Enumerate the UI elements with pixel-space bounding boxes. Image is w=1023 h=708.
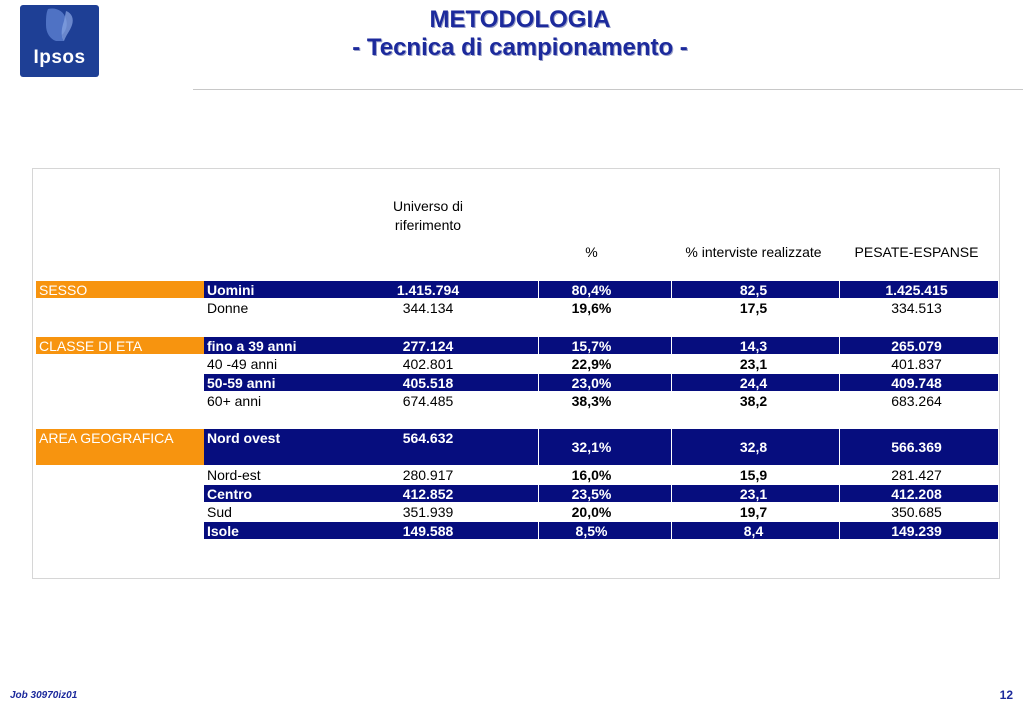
table-row xyxy=(204,466,998,485)
ipsos-logo xyxy=(20,5,99,77)
row-universo: 344.134 xyxy=(402,300,454,316)
column-divider xyxy=(538,485,539,502)
row-pct: 32,1% xyxy=(571,439,612,455)
page-title xyxy=(210,6,830,62)
row-interviste: 23,1 xyxy=(739,486,768,502)
header-interviste: % interviste realizzate xyxy=(685,244,822,260)
column-divider xyxy=(839,485,840,502)
row-pct: 80,4% xyxy=(571,282,612,298)
header-pesate: PESATE-ESPANSE xyxy=(854,244,979,260)
table-row xyxy=(204,484,998,503)
row-pesate: 350.685 xyxy=(891,504,942,520)
row-pct: 15,7% xyxy=(571,338,612,354)
row-pesate: 281.427 xyxy=(891,467,942,483)
category-area: AREA GEOGRAFICA xyxy=(36,428,204,466)
row-label: Sud xyxy=(207,504,232,520)
row-universo: 674.485 xyxy=(402,393,454,409)
category-sesso: SESSO xyxy=(36,280,204,299)
table-row xyxy=(204,373,998,392)
category-eta: CLASSE DI ETA xyxy=(36,336,204,355)
logo-brand-text: Ipsos xyxy=(33,47,86,68)
row-label: fino a 39 anni xyxy=(207,338,297,354)
column-divider xyxy=(839,429,840,465)
row-interviste: 15,9 xyxy=(739,467,768,483)
row-pesate: 149.239 xyxy=(891,523,942,539)
header-universo: Universo di riferimento xyxy=(392,198,464,233)
column-divider xyxy=(538,429,539,465)
row-pct: 23,5% xyxy=(571,486,612,502)
row-pesate: 1.425.415 xyxy=(885,282,948,298)
column-divider xyxy=(839,374,840,391)
row-interviste: 38,2 xyxy=(739,393,768,409)
row-pct: 22,9% xyxy=(571,356,612,372)
table-row xyxy=(204,503,998,522)
column-divider xyxy=(839,281,840,298)
row-pct: 20,0% xyxy=(571,504,612,520)
row-pct: 38,3% xyxy=(571,393,612,409)
table-row xyxy=(204,392,998,411)
page-number: 12 xyxy=(999,688,1013,702)
table-row xyxy=(204,355,998,374)
row-universo: 277.124 xyxy=(402,338,454,354)
column-divider xyxy=(538,522,539,539)
row-label: 40 -49 anni xyxy=(207,356,278,372)
table-row xyxy=(204,521,998,540)
row-interviste: 17,5 xyxy=(739,300,768,316)
row-label: Nord-est xyxy=(207,467,261,483)
row-pesate: 265.079 xyxy=(891,338,942,354)
row-pesate: 683.264 xyxy=(891,393,942,409)
title-line-1: METODOLOGIA xyxy=(429,6,611,33)
row-universo: 405.518 xyxy=(402,375,454,391)
row-interviste: 14,3 xyxy=(739,338,768,354)
row-label: Centro xyxy=(207,486,253,502)
row-universo: 564.632 xyxy=(402,430,454,446)
column-divider xyxy=(671,429,672,465)
row-label: Nord ovest xyxy=(207,430,281,446)
table-row xyxy=(204,280,998,299)
row-pesate: 566.369 xyxy=(891,439,942,455)
row-interviste: 32,8 xyxy=(739,439,768,455)
title-line-2: - Tecnica di campionamento - xyxy=(352,34,688,61)
column-divider xyxy=(671,374,672,391)
row-interviste: 82,5 xyxy=(739,282,768,298)
row-pesate: 409.748 xyxy=(891,375,942,391)
row-pesate: 401.837 xyxy=(891,356,942,372)
column-divider xyxy=(538,337,539,354)
row-interviste: 23,1 xyxy=(739,356,768,372)
row-universo: 149.588 xyxy=(402,523,454,539)
row-interviste: 19,7 xyxy=(739,504,768,520)
column-divider xyxy=(538,374,539,391)
row-pct: 8,5% xyxy=(575,523,608,539)
row-pesate: 412.208 xyxy=(891,486,942,502)
table-row xyxy=(204,428,998,466)
row-pct: 16,0% xyxy=(571,467,612,483)
header-divider xyxy=(193,89,1023,90)
column-divider xyxy=(538,281,539,298)
row-pct: 19,6% xyxy=(571,300,612,316)
row-universo: 402.801 xyxy=(402,356,454,372)
row-universo: 412.852 xyxy=(402,486,454,502)
row-pesate: 334.513 xyxy=(891,300,942,316)
row-interviste: 8,4 xyxy=(743,523,764,539)
column-divider xyxy=(839,337,840,354)
table-row xyxy=(204,299,998,318)
row-universo: 351.939 xyxy=(402,504,454,520)
job-number: Job 30970iz01 xyxy=(10,690,78,701)
row-label: Donne xyxy=(207,300,249,316)
row-label: 50-59 anni xyxy=(207,375,276,391)
row-interviste: 24,4 xyxy=(739,375,768,391)
row-label: 60+ anni xyxy=(207,393,262,409)
row-universo: 280.917 xyxy=(402,467,454,483)
row-pct: 23,0% xyxy=(571,375,612,391)
column-divider xyxy=(671,281,672,298)
column-divider xyxy=(671,485,672,502)
column-divider xyxy=(839,522,840,539)
row-universo: 1.415.794 xyxy=(396,282,460,298)
table-row xyxy=(204,336,998,355)
column-divider xyxy=(671,522,672,539)
header-pct: % xyxy=(585,244,598,260)
row-label: Uomini xyxy=(207,282,255,298)
row-label: Isole xyxy=(207,523,239,539)
column-divider xyxy=(671,337,672,354)
